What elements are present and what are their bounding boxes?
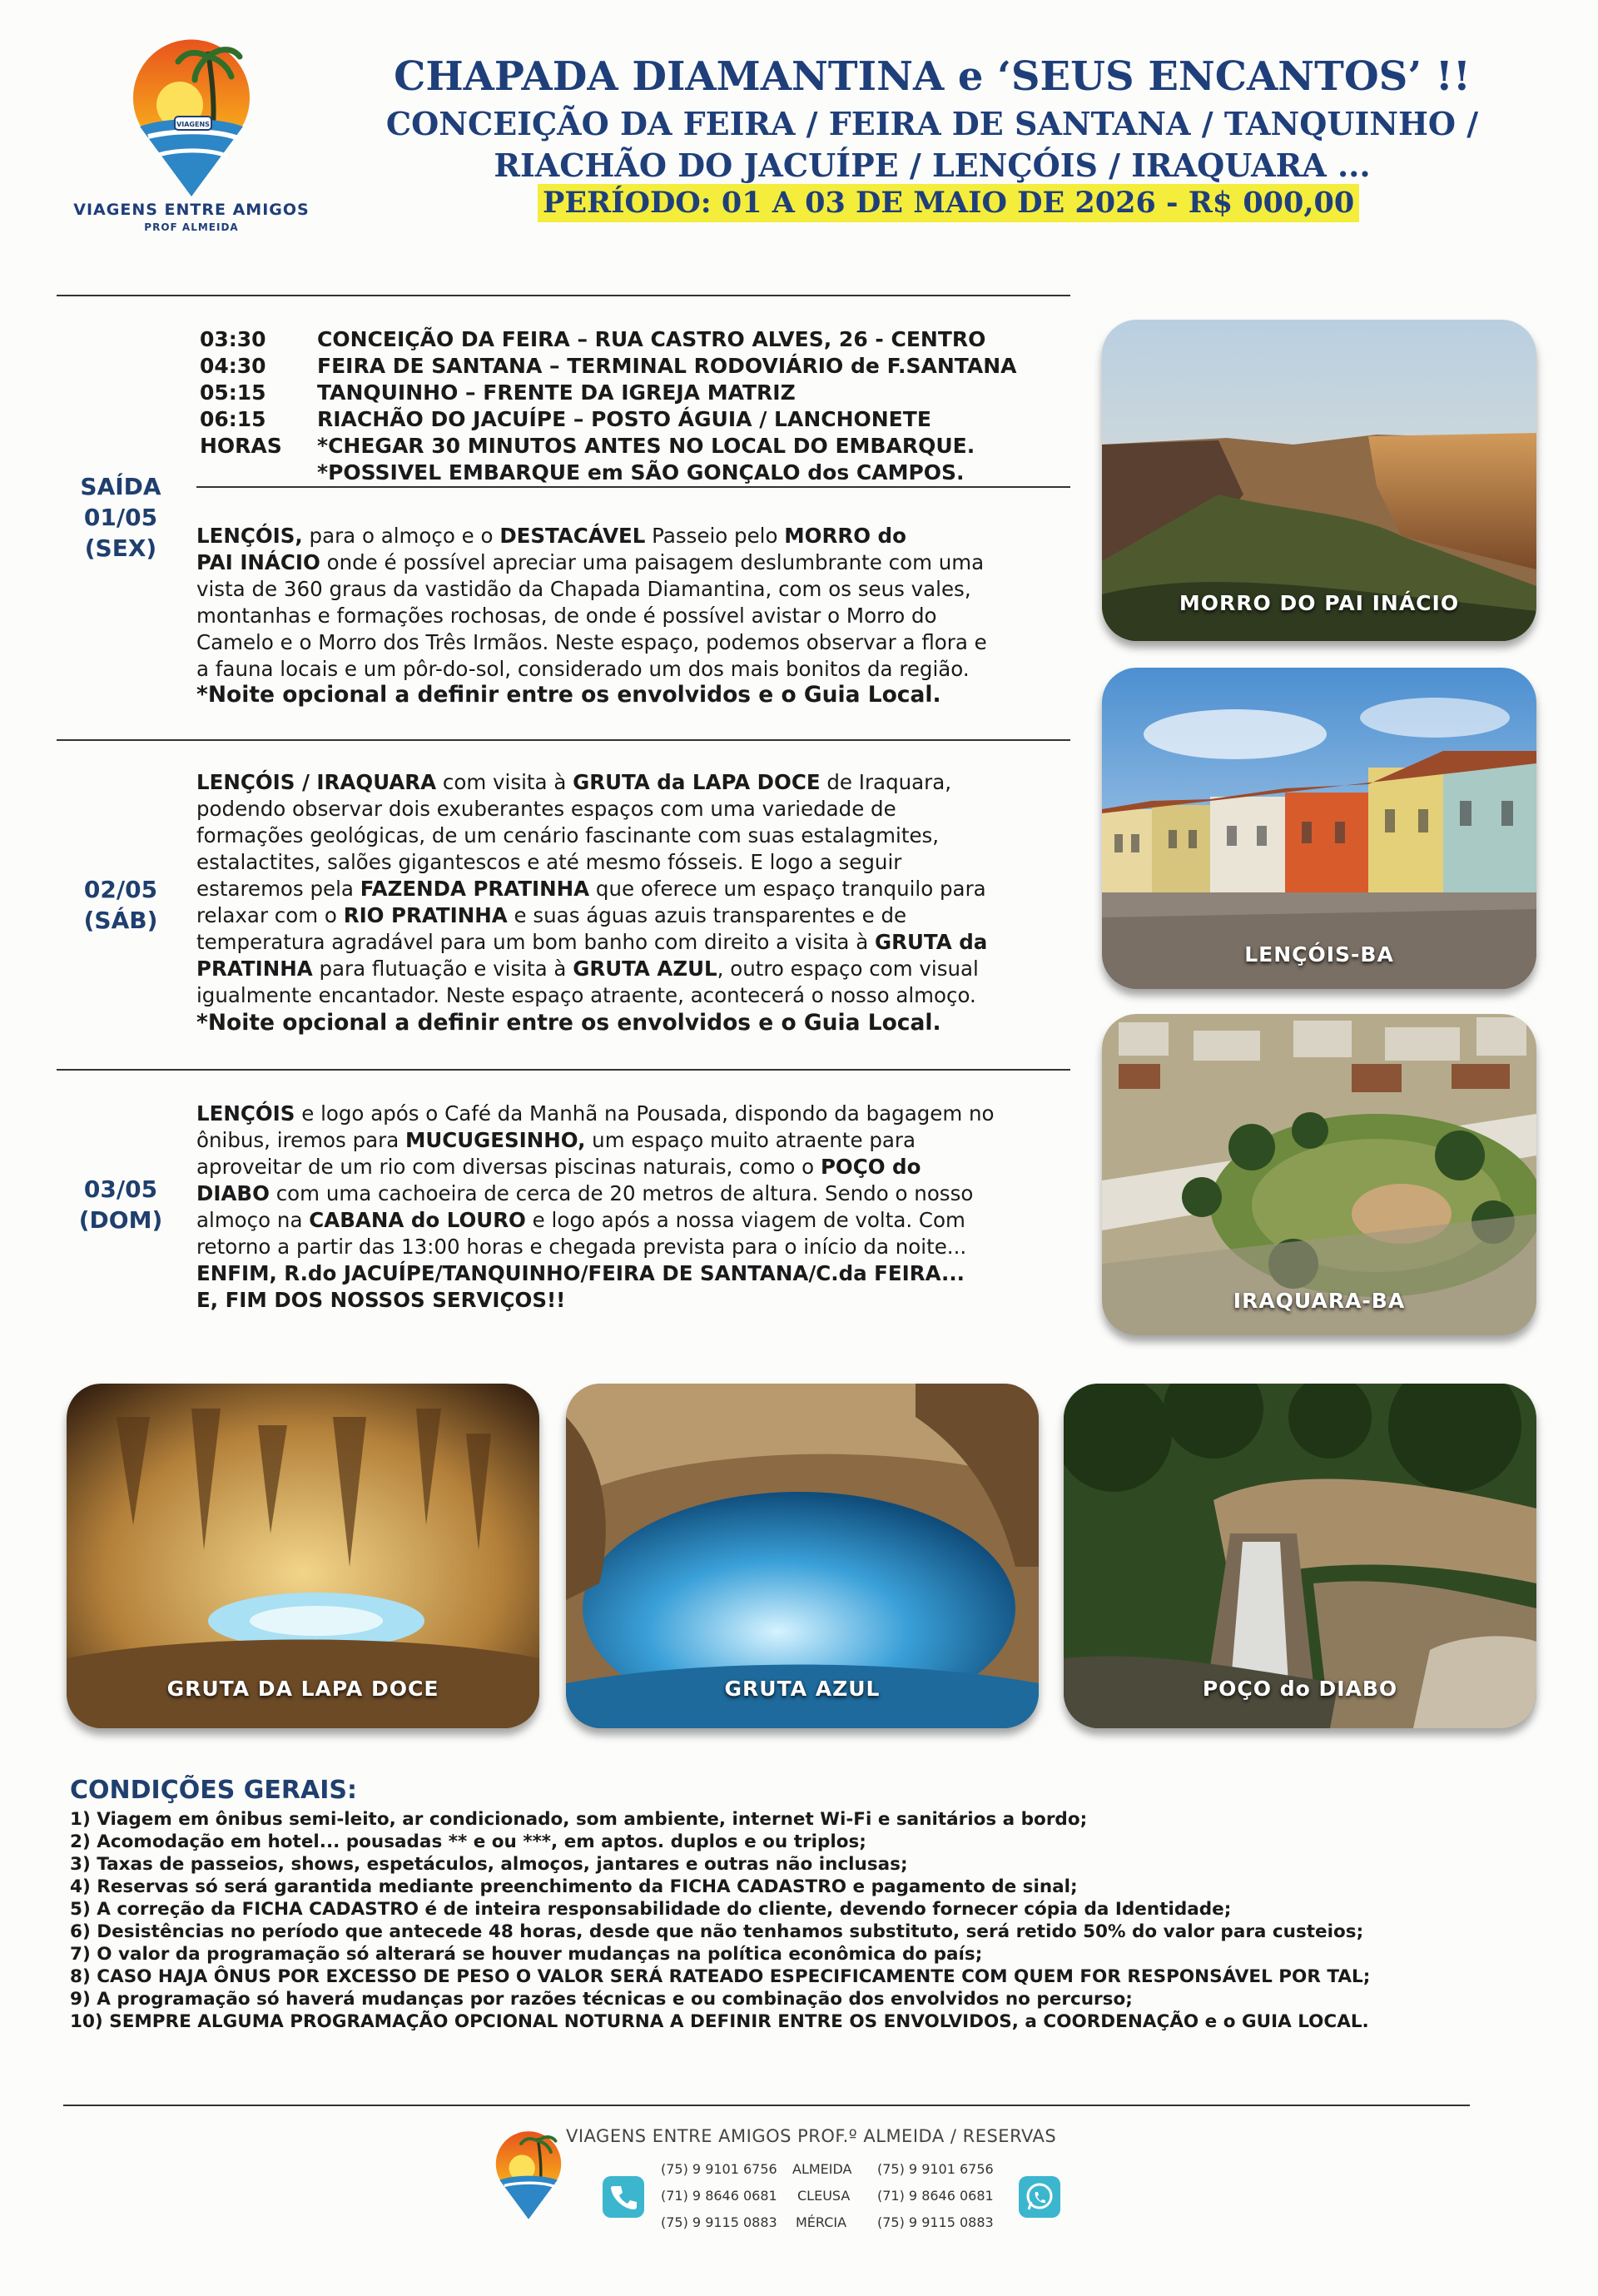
- day-3-description: [196, 1101, 1052, 1314]
- phone-number: (75) 9 9101 6756: [661, 2161, 777, 2177]
- para-line: temperatura agradável para um bom banho com direito a visita à GRUTA da: [196, 930, 988, 954]
- para-line: relaxar com o RIO PRATINHA e suas águas azuis transparentes e de: [196, 903, 907, 927]
- para-line: vista de 360 graus da vastidão da Chapada Diamantina, com os seus vales,: [196, 577, 971, 601]
- photo-caption: GRUTA DA LAPA DOCE: [166, 1677, 439, 1701]
- condition-item: 4) Reservas só será garantida mediante preenchimento da FICHA CADASTRO e pagamento de sinal;: [70, 1876, 1078, 1897]
- schedule-place: RIACHÃO DO JACUÍPE – POSTO ÁGUIA / LANCHONETE: [317, 407, 931, 431]
- whatsapp-icon: [1019, 2176, 1060, 2218]
- day-2-description: [196, 769, 1052, 1009]
- day-1-note: *Noite opcional a definir entre os envolvidos e o Guia Local.: [196, 682, 941, 708]
- page-title: CHAPADA DIAMANTINA e ‘SEUS ENCANTOS’ !!: [394, 53, 1471, 100]
- route-line-2: RIACHÃO DO JACUÍPE / LENÇÓIS / IRAQUARA ...: [494, 147, 1371, 184]
- photo-poco-do-diabo: [1064, 1384, 1536, 1728]
- photo-caption: POÇO do DIABO: [1202, 1677, 1398, 1701]
- divider: [57, 295, 1070, 296]
- route-line-1: CONCEIÇÃO DA FEIRA / FEIRA DE SANTANA / TANQUINHO /: [385, 105, 1479, 142]
- photo-caption: MORRO DO PAI INÁCIO: [1179, 591, 1460, 615]
- footer-title: VIAGENS ENTRE AMIGOS PROF.º ALMEIDA / RESERVAS: [566, 2126, 1057, 2146]
- contact-name: CLEUSA: [797, 2188, 851, 2204]
- para-line: ônibus, iremos para MUCUGESINHO, um espaço muito atraente para: [196, 1128, 916, 1152]
- schedule-time: 06:15: [200, 407, 266, 431]
- day-label-line: SAÍDA: [80, 473, 161, 500]
- contact-name: MÉRCIA: [796, 2214, 847, 2230]
- conditions-title: CONDIÇÕES GERAIS:: [70, 1776, 357, 1805]
- photo-gruta-azul: [566, 1384, 1039, 1728]
- para-line: montanhas e formações rochosas, de onde é possível avistar o Morro do: [196, 604, 937, 628]
- para-line: igualmente encantador. Neste espaço atraente, acontecerá o nosso almoço.: [196, 983, 976, 1007]
- condition-item: 3) Taxas de passeios, shows, espetáculos, almoços, jantares e outras não inclusas;: [70, 1854, 908, 1875]
- schedule-time: 03:30: [200, 327, 266, 351]
- day-date: 01/05: [83, 504, 158, 531]
- brand-name: [58, 201, 325, 236]
- logo-bus-label: VIAGENS: [176, 121, 210, 128]
- schedule-place: CONCEIÇÃO DA FEIRA – RUA CASTRO ALVES, 26 - CENTRO: [317, 327, 986, 351]
- para-line: LENÇÓIS, para o almoço e o DESTACÁVEL Passeio pelo MORRO do: [196, 524, 906, 548]
- para-line: estaremos pela FAZENDA PRATINHA que oferece um espaço tranquilo para: [196, 877, 986, 901]
- period-banner: PERÍODO: 01 A 03 DE MAIO DE 2026 - R$ 000,00: [538, 184, 1359, 222]
- day-weekday: (DOM): [78, 1206, 163, 1234]
- photo-caption: GRUTA AZUL: [724, 1677, 881, 1701]
- divider: [57, 1069, 1070, 1071]
- photo-morro-pai-inacio: [1102, 320, 1536, 641]
- day-1-description: [196, 523, 1052, 683]
- brand-title: VIAGENS ENTRE AMIGOS: [73, 201, 310, 219]
- brand-logo: [125, 33, 258, 200]
- para-line: formações geológicas, de um cenário fascinante com suas estalagmites,: [196, 823, 940, 847]
- para-line: a fauna locais e um pôr-do-sol, considerado um dos mais bonitos da região.: [196, 657, 970, 681]
- condition-item: 7) O valor da programação só alterará se houver mudanças na política econômica do país;: [70, 1944, 983, 1965]
- para-line: LENÇÓIS / IRAQUARA com visita à GRUTA da LAPA DOCE de Iraquara,: [196, 770, 952, 794]
- schedule-time: 04:30: [200, 354, 266, 378]
- whatsapp-number: (75) 9 9115 0883: [877, 2214, 994, 2230]
- para-line: PAI INÁCIO onde é possível apreciar uma paisagem deslumbrante com uma: [196, 550, 985, 574]
- para-line: estalactites, salões gigantescos e até mesmo fósseis. E logo a seguir: [196, 850, 902, 874]
- para-line: almoço na CABANA do LOURO e logo após a nossa viagem de volta. Com: [196, 1208, 965, 1232]
- phone-number: (71) 9 8646 0681: [661, 2188, 777, 2204]
- para-line: aproveitar de um rio com diversas piscinas naturais, como o POÇO do: [196, 1155, 921, 1179]
- para-line: E, FIM DOS NOSSOS SERVIÇOS!!: [196, 1288, 566, 1312]
- condition-item: 6) Desistências no período que antecede 48 horas, desde que não tenhamos substituto, será retido 50% do valor para custeios;: [70, 1921, 1364, 1942]
- para-line: podendo observar dois exuberantes espaços com uma variedade de: [196, 797, 896, 821]
- photo-caption: LENÇÓIS-BA: [1244, 942, 1394, 967]
- day-label-1: [58, 471, 183, 564]
- day-date: 03/05: [83, 1175, 158, 1203]
- footer-divider: [63, 2105, 1470, 2106]
- photo-iraquara: [1102, 1014, 1536, 1335]
- condition-item: 5) A correção da FICHA CADASTRO é de inteira responsabilidade do cliente, devendo fornecer cópia da Identidade;: [70, 1899, 1232, 1920]
- phone-number: (75) 9 9115 0883: [661, 2214, 777, 2230]
- schedule-time: 05:15: [200, 380, 266, 405]
- para-line: PRATINHA para flutuação e visita à GRUTA AZUL, outro espaço com visual: [196, 957, 979, 981]
- photo-lencois: [1102, 668, 1536, 989]
- day-2-note: *Noite opcional a definir entre os envolvidos e o Guia Local.: [196, 1010, 941, 1036]
- day-weekday: (SEX): [84, 534, 157, 562]
- day-label-3: [58, 1174, 183, 1235]
- condition-item: 8) CASO HAJA ÔNUS POR EXCESSO DE PESO O VALOR SERÁ RATEADO ESPECIFICAMENTE COM QUEM FOR RESPONSÁVEL POR TAL;: [70, 1966, 1371, 1987]
- contact-name: ALMEIDA: [792, 2161, 852, 2177]
- condition-item: 10) SEMPRE ALGUMA PROGRAMAÇÃO OPCIONAL NOTURNA A DEFINIR ENTRE OS ENVOLVIDOS, a COORDENAÇÃO e o GUIA LOCAL.: [70, 2011, 1369, 2032]
- para-line: retorno a partir das 13:00 horas e chegada prevista para o início da noite...: [196, 1235, 967, 1259]
- divider: [57, 739, 1070, 741]
- day-label-2: [58, 874, 183, 936]
- condition-item: 9) A programação só haverá mudanças por razões técnicas e ou combinação dos envolvidos no percurso;: [70, 1989, 1133, 2010]
- schedule-place: *CHEGAR 30 MINUTOS ANTES NO LOCAL DO EMBARQUE.: [317, 434, 975, 458]
- para-line: ENFIM, R.do JACUÍPE/TANQUINHO/FEIRA DE SANTANA/C.da FEIRA...: [196, 1261, 965, 1285]
- para-line: Camelo e o Morro dos Três Irmãos. Neste espaço, podemos observar a flora e: [196, 630, 987, 654]
- footer-logo: [491, 2128, 566, 2221]
- photo-gruta-lapa-doce: [67, 1384, 539, 1728]
- whatsapp-number: (71) 9 8646 0681: [877, 2188, 994, 2204]
- para-line: LENÇÓIS e logo após o Café da Manhã na Pousada, dispondo da bagagem no: [196, 1101, 995, 1126]
- condition-item: 1) Viagem em ônibus semi-leito, ar condicionado, som ambiente, internet Wi-Fi e sanitários a bordo;: [70, 1809, 1088, 1830]
- brand-subtitle: PROF ALMEIDA: [144, 221, 239, 233]
- para-line: DIABO com uma cachoeira de cerca de 20 metros de altura. Sendo o nosso: [196, 1181, 974, 1205]
- divider: [196, 486, 1070, 488]
- schedule-time: HORAS: [200, 434, 282, 458]
- condition-item: 2) Acomodação em hotel... pousadas ** e ou ***, em aptos. duplos e ou triplos;: [70, 1831, 866, 1852]
- schedule-place: *POSSIVEL EMBARQUE em SÃO GONÇALO dos CAMPOS.: [317, 460, 965, 485]
- phone-icon: [603, 2176, 644, 2218]
- whatsapp-number: (75) 9 9101 6756: [877, 2161, 994, 2177]
- day-date: 02/05: [83, 876, 158, 903]
- schedule-place: FEIRA DE SANTANA – TERMINAL RODOVIÁRIO de F.SANTANA: [317, 354, 1017, 378]
- photo-caption: IRAQUARA-BA: [1233, 1289, 1406, 1313]
- schedule-place: TANQUINHO – FRENTE DA IGREJA MATRIZ: [317, 380, 796, 405]
- day-weekday: (SÁB): [83, 907, 158, 934]
